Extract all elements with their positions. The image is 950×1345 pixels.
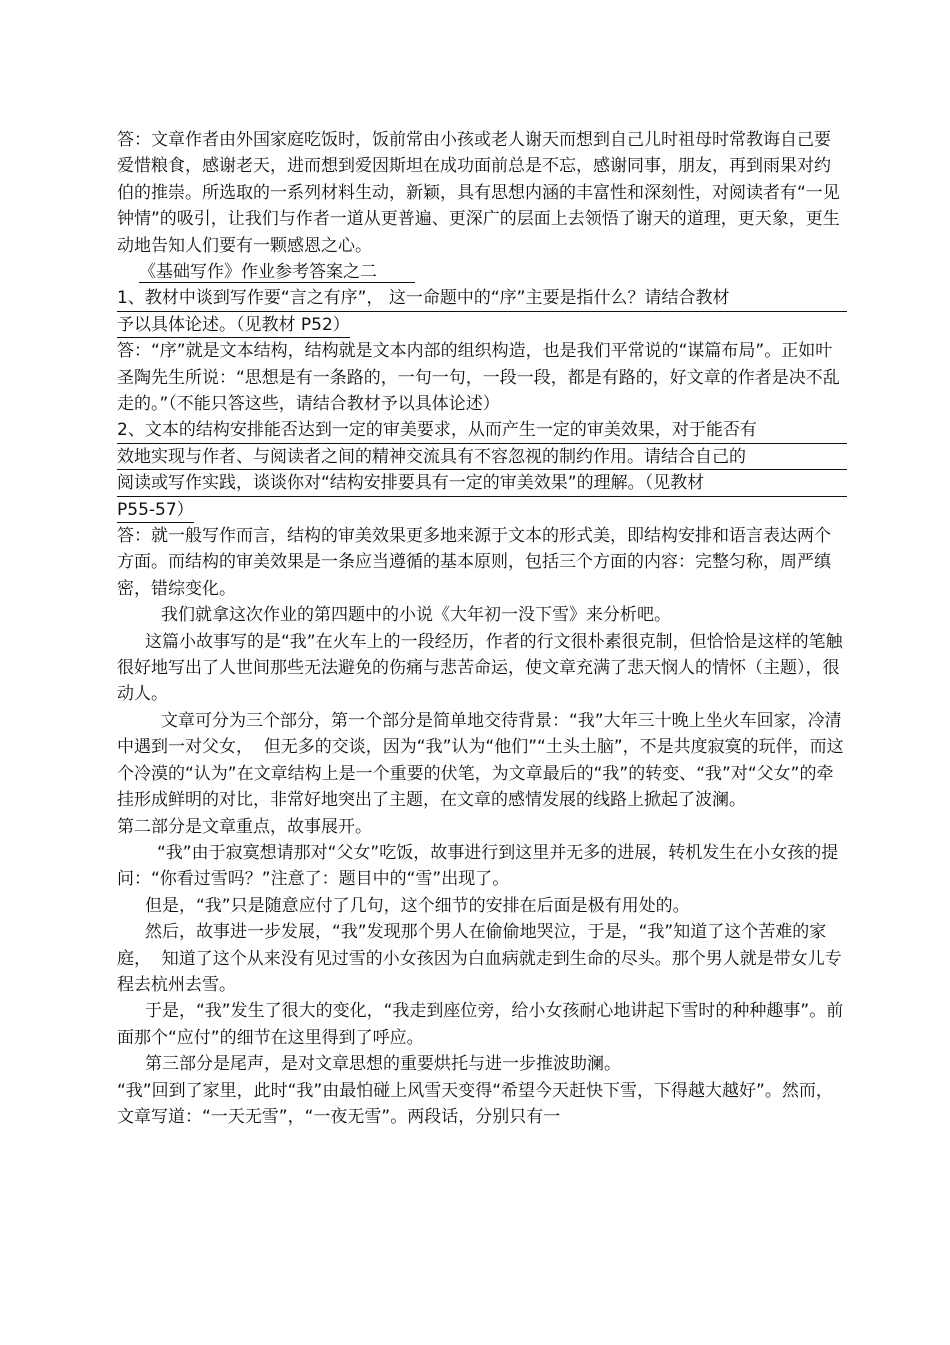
answer-2-paragraph: 答：就一般写作而言，结构的审美效果更多地来源于文本的形式美，即结构安排和语言表达两个方面。而结构的审美效果是一条应当遵循的基本原则，包括三个方面的内容：完整匀称，周严缜密，错综变化。 — [117, 526, 831, 599]
answer-1-paragraph: 答：“序”就是文本结构，结构就是文本内部的组织构造，也是我们平常说的“谋篇布局”。正如叶圣陶先生所说：“思想是有一条路的，一句一句，一段一段，都是有路的，好文章的作者是决不乱走的。”（不能只答这些，请结合教材予以具体论述） — [117, 341, 840, 415]
section-heading-text: 《基础写作》作业参考答案之二 — [139, 262, 415, 283]
question-2-line-4: P55-57） — [117, 497, 194, 523]
analysis-paragraph-6: 但是，“我”只是随意应付了几句，这个细节的安排在后面是极有用处的。 — [145, 895, 690, 916]
analysis-paragraph-8: 于是，“我”发生了很大的变化，“我走到座位旁，给小女孩耐心地讲起下雪时的种种趣事”。前面那个“应付”的细节在这里得到了呼应。 — [117, 1001, 844, 1048]
question-1-line-1: 1、教材中谈到写作要“言之有序”， 这一命题中的“序”主要是指什么？请结合教材 — [117, 285, 847, 311]
analysis-paragraph-1: 我们就拿这次作业的第四题中的小说《大年初一没下雪》来分析吧。 — [161, 605, 671, 626]
document-body — [117, 127, 847, 1130]
analysis-paragraph-3: 文章可分为三个部分，第一个部分是简单地交待背景：“我”大年三十晚上坐火车回家，冷清中遇到一对父女， 但无多的交谈，因为“我”认为“他们”“土头土脑”，不是共度寂寞的玩伴，而这个冷漠的“认为”在文章结构上是一个重要的伏笔，为文章最后的“我”的转变、“我”对“父女”的牵挂形成鲜明的对比，非常好地突出了主题，在文章的感情发展的线路上掀起了波澜。 — [117, 710, 844, 811]
analysis-paragraph-2: 这篇小故事写的是“我”在火车上的一段经历，作者的行文很朴素很克制，但恰恰是这样的笔触很好地写出了人世间那些无法避免的伤痛与悲苦命运，使文章充满了悲天悯人的情怀（主题），很动人。 — [117, 631, 843, 705]
analysis-paragraph-10: “我”回到了家里，此时“我”由最怕碰上风雪天变得“希望今天赶快下雪，下得越大越好”。然而，文章写道：“一天无雪”，“一夜无雪”。两段话，分别只有一 — [117, 1080, 833, 1127]
analysis-paragraph-4: 第二部分是文章重点，故事展开。 — [117, 816, 372, 837]
question-2-line-2: 效地实现与作者、与阅读者之间的精神交流具有不容忽视的制约作用。请结合自己的 — [117, 444, 847, 470]
question-2 — [117, 417, 847, 523]
question-1-line-2: 予以具体论述。（见教材 P52） — [117, 312, 350, 338]
question-2-line-3: 阅读或写作实践，谈谈你对“结构安排要具有一定的审美效果”的理解。（见教材 — [117, 470, 847, 496]
question-2-line-1: 2、文本的结构安排能否达到一定的审美要求，从而产生一定的审美效果，对于能否有 — [117, 417, 847, 443]
section-heading — [117, 259, 847, 285]
analysis-paragraph-9: 第三部分是尾声，是对文章思想的重要烘托与进一步推波助澜。 — [145, 1054, 621, 1075]
analysis-paragraph-7: 然后，故事进一步发展，“我”发现那个男人在偷偷地哭泣，于是，“我”知道了这个苦难的家庭， 知道了这个从来没有见过雪的小女孩因为白血病就走到生命的尽头。那个男人就是带女儿专程去杭州去雪。 — [117, 922, 842, 995]
answer-intro-paragraph: 答：文章作者由外国家庭吃饭时，饭前常由小孩或老人谢天而想到自己儿时祖母时常教诲自己要爱惜粮食，感谢老天，进而想到爱因斯坦在成功面前总是不忘，感谢同事，朋友，再到雨果对约伯的推崇。所选取的一系列材料生动，新颖，具有思想内涵的丰富性和深刻性，对阅读者有“一见钟情”的吸引，让我们与作者一道从更普遍、更深广的层面上去领悟了谢天的道理，更天象，更生动地告知人们要有一颗感恩之心。 — [117, 130, 840, 256]
analysis-paragraph-5: “我”由于寂寞想请那对“父女”吃饭，故事进行到这里并无多的进展，转机发生在小女孩的提问：“你看过雪吗？”注意了：题目中的“雪”出现了。 — [117, 842, 839, 890]
question-1 — [117, 285, 847, 338]
